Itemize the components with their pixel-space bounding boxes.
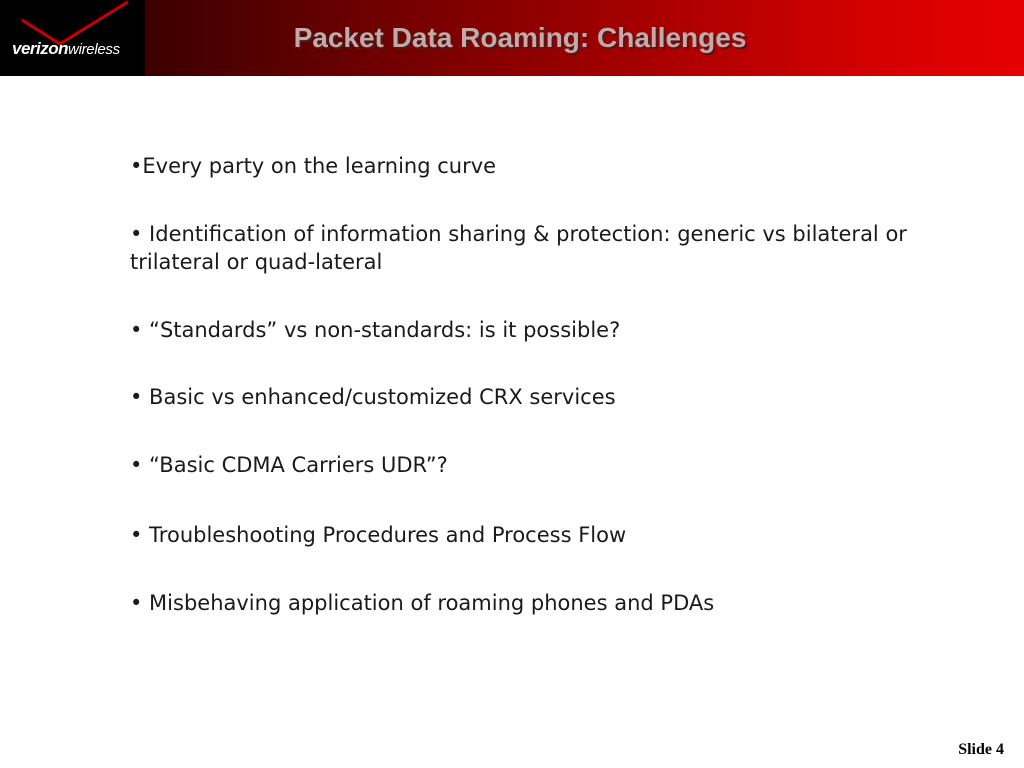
bullet-item: • Identification of information sharing & protection: generic vs bilateral or trilateral or quad-lateral bbox=[130, 222, 907, 274]
bullet-item: • Basic vs enhanced/customized CRX services bbox=[130, 385, 616, 409]
checkmark-icon bbox=[0, 0, 145, 76]
logo-sub: wireless bbox=[68, 41, 120, 58]
bullet-item: • Troubleshooting Procedures and Process Flow bbox=[130, 523, 627, 547]
bullet-item: • Misbehaving application of roaming phones and PDAs bbox=[130, 591, 715, 615]
bullet-item: • “Standards” vs non-standards: is it possible? bbox=[130, 318, 621, 342]
slide-title: Packet Data Roaming: Challenges bbox=[293, 22, 747, 53]
bullet-item: • “Basic CDMA Carriers UDR”? bbox=[130, 453, 448, 477]
bullet-item: •Every party on the learning curve bbox=[130, 154, 497, 178]
logo-brand: verizon bbox=[12, 39, 69, 58]
slide-number: Slide 4 bbox=[958, 741, 1004, 758]
verizon-logo bbox=[0, 0, 145, 76]
